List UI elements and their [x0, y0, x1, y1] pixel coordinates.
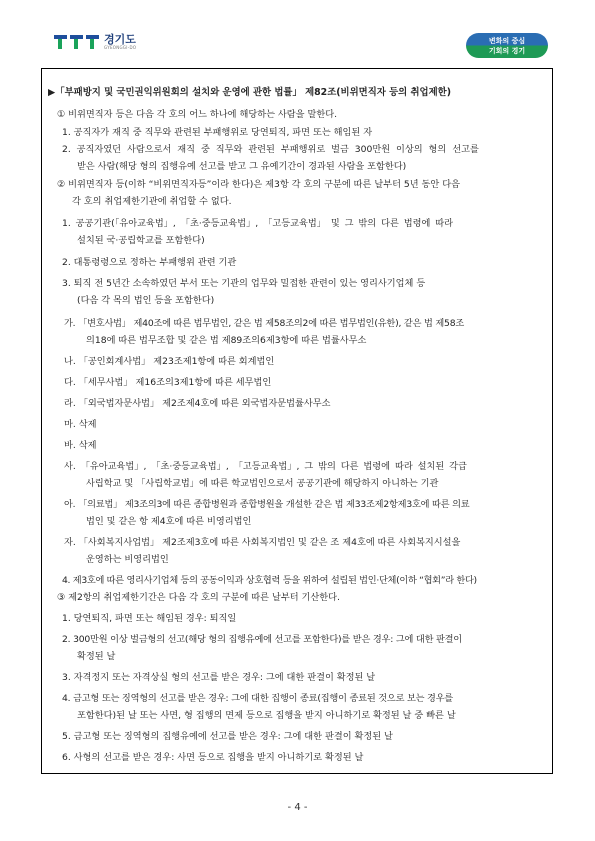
- text-line: ② 비위면직자 등(이하 “비위면직자등”이라 한다)은 제3항 각 호의 구분에 따른 날부터 5년 동안 다음: [57, 179, 460, 190]
- law-text-box: [41, 68, 553, 774]
- slogan-badge: [466, 33, 548, 58]
- gyeonggi-logo: [54, 34, 136, 50]
- text-line: 사립학교 및 「사립학교법」에 따른 학교법인으로서 공공기관에 해당하지 아니하는 기관: [86, 478, 439, 489]
- logo-mark-icon: [54, 35, 99, 49]
- text-line: 아. 「의료법」 제3조의3에 따른 종합병원과 종합병원을 개설한 같은 법 제33조제2항제3호에 따른 의료: [64, 499, 470, 510]
- text-line: 1. 당연퇴직, 파면 또는 해임된 경우: 퇴직일: [62, 613, 237, 624]
- text-line: 확정된 날: [77, 651, 116, 662]
- badge-line-1: 변화의 중심: [488, 36, 526, 45]
- text-line: 6. 사형의 선고를 받은 경우: 사면 등으로 집행을 받지 아니하기로 확정된 날: [62, 752, 364, 763]
- text-line: ① 비위면직자 등은 다음 각 호의 어느 하나에 해당하는 사람을 말한다.: [57, 109, 337, 120]
- text-line: 2. 공직자였던 사람으로서 재직 중 직무와 관련된 부패행위로 벌금 300만원 이상의 형의 선고를: [62, 144, 479, 155]
- text-line: 1. 공공기관(「유아교육법」, 「초·중등교육법」, 「고등교육법」 및 그 밖의 다른 법령에 따라: [62, 218, 454, 229]
- text-line: 법인 및 같은 항 제4호에 따른 비영리법인: [86, 516, 252, 527]
- badge-line-2: 기회의 경기: [488, 46, 526, 55]
- text-line: 포함한다)된 날 또는 사면, 형 집행의 면제 등으로 집행을 받지 아니하기로 확정된 날 중 빠른 날: [77, 710, 456, 721]
- text-line: 운영하는 비영리법인: [86, 554, 169, 565]
- text-line: 사. 「유아교육법」, 「초·중등교육법」, 「고등교육법」, 그 밖의 다른 법령에 따라 설치된 각급: [64, 461, 467, 472]
- logo-text: 경기도: [104, 33, 136, 46]
- text-line: ③ 제2항의 취업제한기간은 다음 각 호의 구분에 따른 날부터 기산한다.: [57, 592, 340, 603]
- text-line: 5. 금고형 또는 징역형의 집행유예에 선고를 받은 경우: 그에 대한 판결이 확정된 날: [62, 731, 393, 742]
- text-line: 받은 사람(해당 형의 집행유예 선고를 받고 그 유예기간이 경과된 사람을 포함한다): [77, 161, 407, 172]
- text-line: 1. 공직자가 재직 중 직무와 관련된 부패행위로 당연퇴직, 파면 또는 해임된 자: [62, 127, 373, 138]
- text-line: 3. 자격정지 또는 자격상실 형의 선고를 받은 경우: 그에 대한 판결이 확정된 날: [62, 672, 376, 683]
- text-line: 각 호의 취업제한기관에 취업할 수 없다.: [72, 196, 232, 207]
- logo-subtext: GYEONGGI-DO: [104, 45, 137, 50]
- text-line: 2. 대통령령으로 정하는 부패행위 관련 기관: [62, 257, 237, 268]
- text-line: 3. 퇴직 전 5년간 소속하였던 부서 또는 기관의 업무와 밀접한 관련이 있는 영리사기업체 등: [62, 278, 426, 289]
- text-line: (다음 각 목의 법인 등을 포함한다): [77, 295, 215, 306]
- text-line: 2. 300만원 이상 벌금형의 선고(해당 형의 집행유예에 선고를 포함한다)를 받은 경우: 그에 대한 판결이: [62, 634, 462, 645]
- text-line: 자. 「사회복지사업법」 제2조제3호에 따른 사회복지법인 및 같은 조 제4호에 따른 사회복지시설을: [64, 537, 461, 548]
- text-line: 라. 「외국법자문사법」 제2조제4호에 따른 외국법자문법률사무소: [64, 398, 331, 409]
- text-line: 4. 제3호에 따른 영리사기업체 등의 공동이익과 상호협력 등을 위하여 설립된 법인·단체(이하 “협회”라 한다): [62, 575, 477, 586]
- law-title: ▶「부패방지 및 국민권익위원회의 설치와 운영에 관한 법률」 제82조(비위면직자 등의 취업제한): [48, 87, 451, 98]
- text-line: 나. 「공인회계사법」 제23조제1항에 따른 회계법인: [64, 356, 275, 367]
- page-number: - 4 -: [287, 802, 308, 813]
- text-line: 가. 「변호사법」 제40조에 따른 법무법인, 같은 법 제58조의2에 따른 법무법인(유한), 같은 법 제58조: [64, 318, 465, 329]
- text-line: 바. 삭제: [64, 440, 97, 451]
- text-line: 설치된 국·공립학교를 포함한다): [77, 235, 205, 246]
- text-line: 마. 삭제: [64, 419, 97, 430]
- text-line: 다. 「세무사법」 제16조의3제1항에 따른 세무법인: [64, 377, 272, 388]
- text-line: 의18에 따른 법무조합 및 같은 법 제89조의6제3항에 따른 법률사무소: [86, 335, 367, 346]
- text-line: 4. 금고형 또는 징역형의 선고를 받은 경우: 그에 대한 집행이 종료(집행이 종료된 것으로 보는 경우를: [62, 693, 454, 704]
- page-header: [0, 0, 595, 60]
